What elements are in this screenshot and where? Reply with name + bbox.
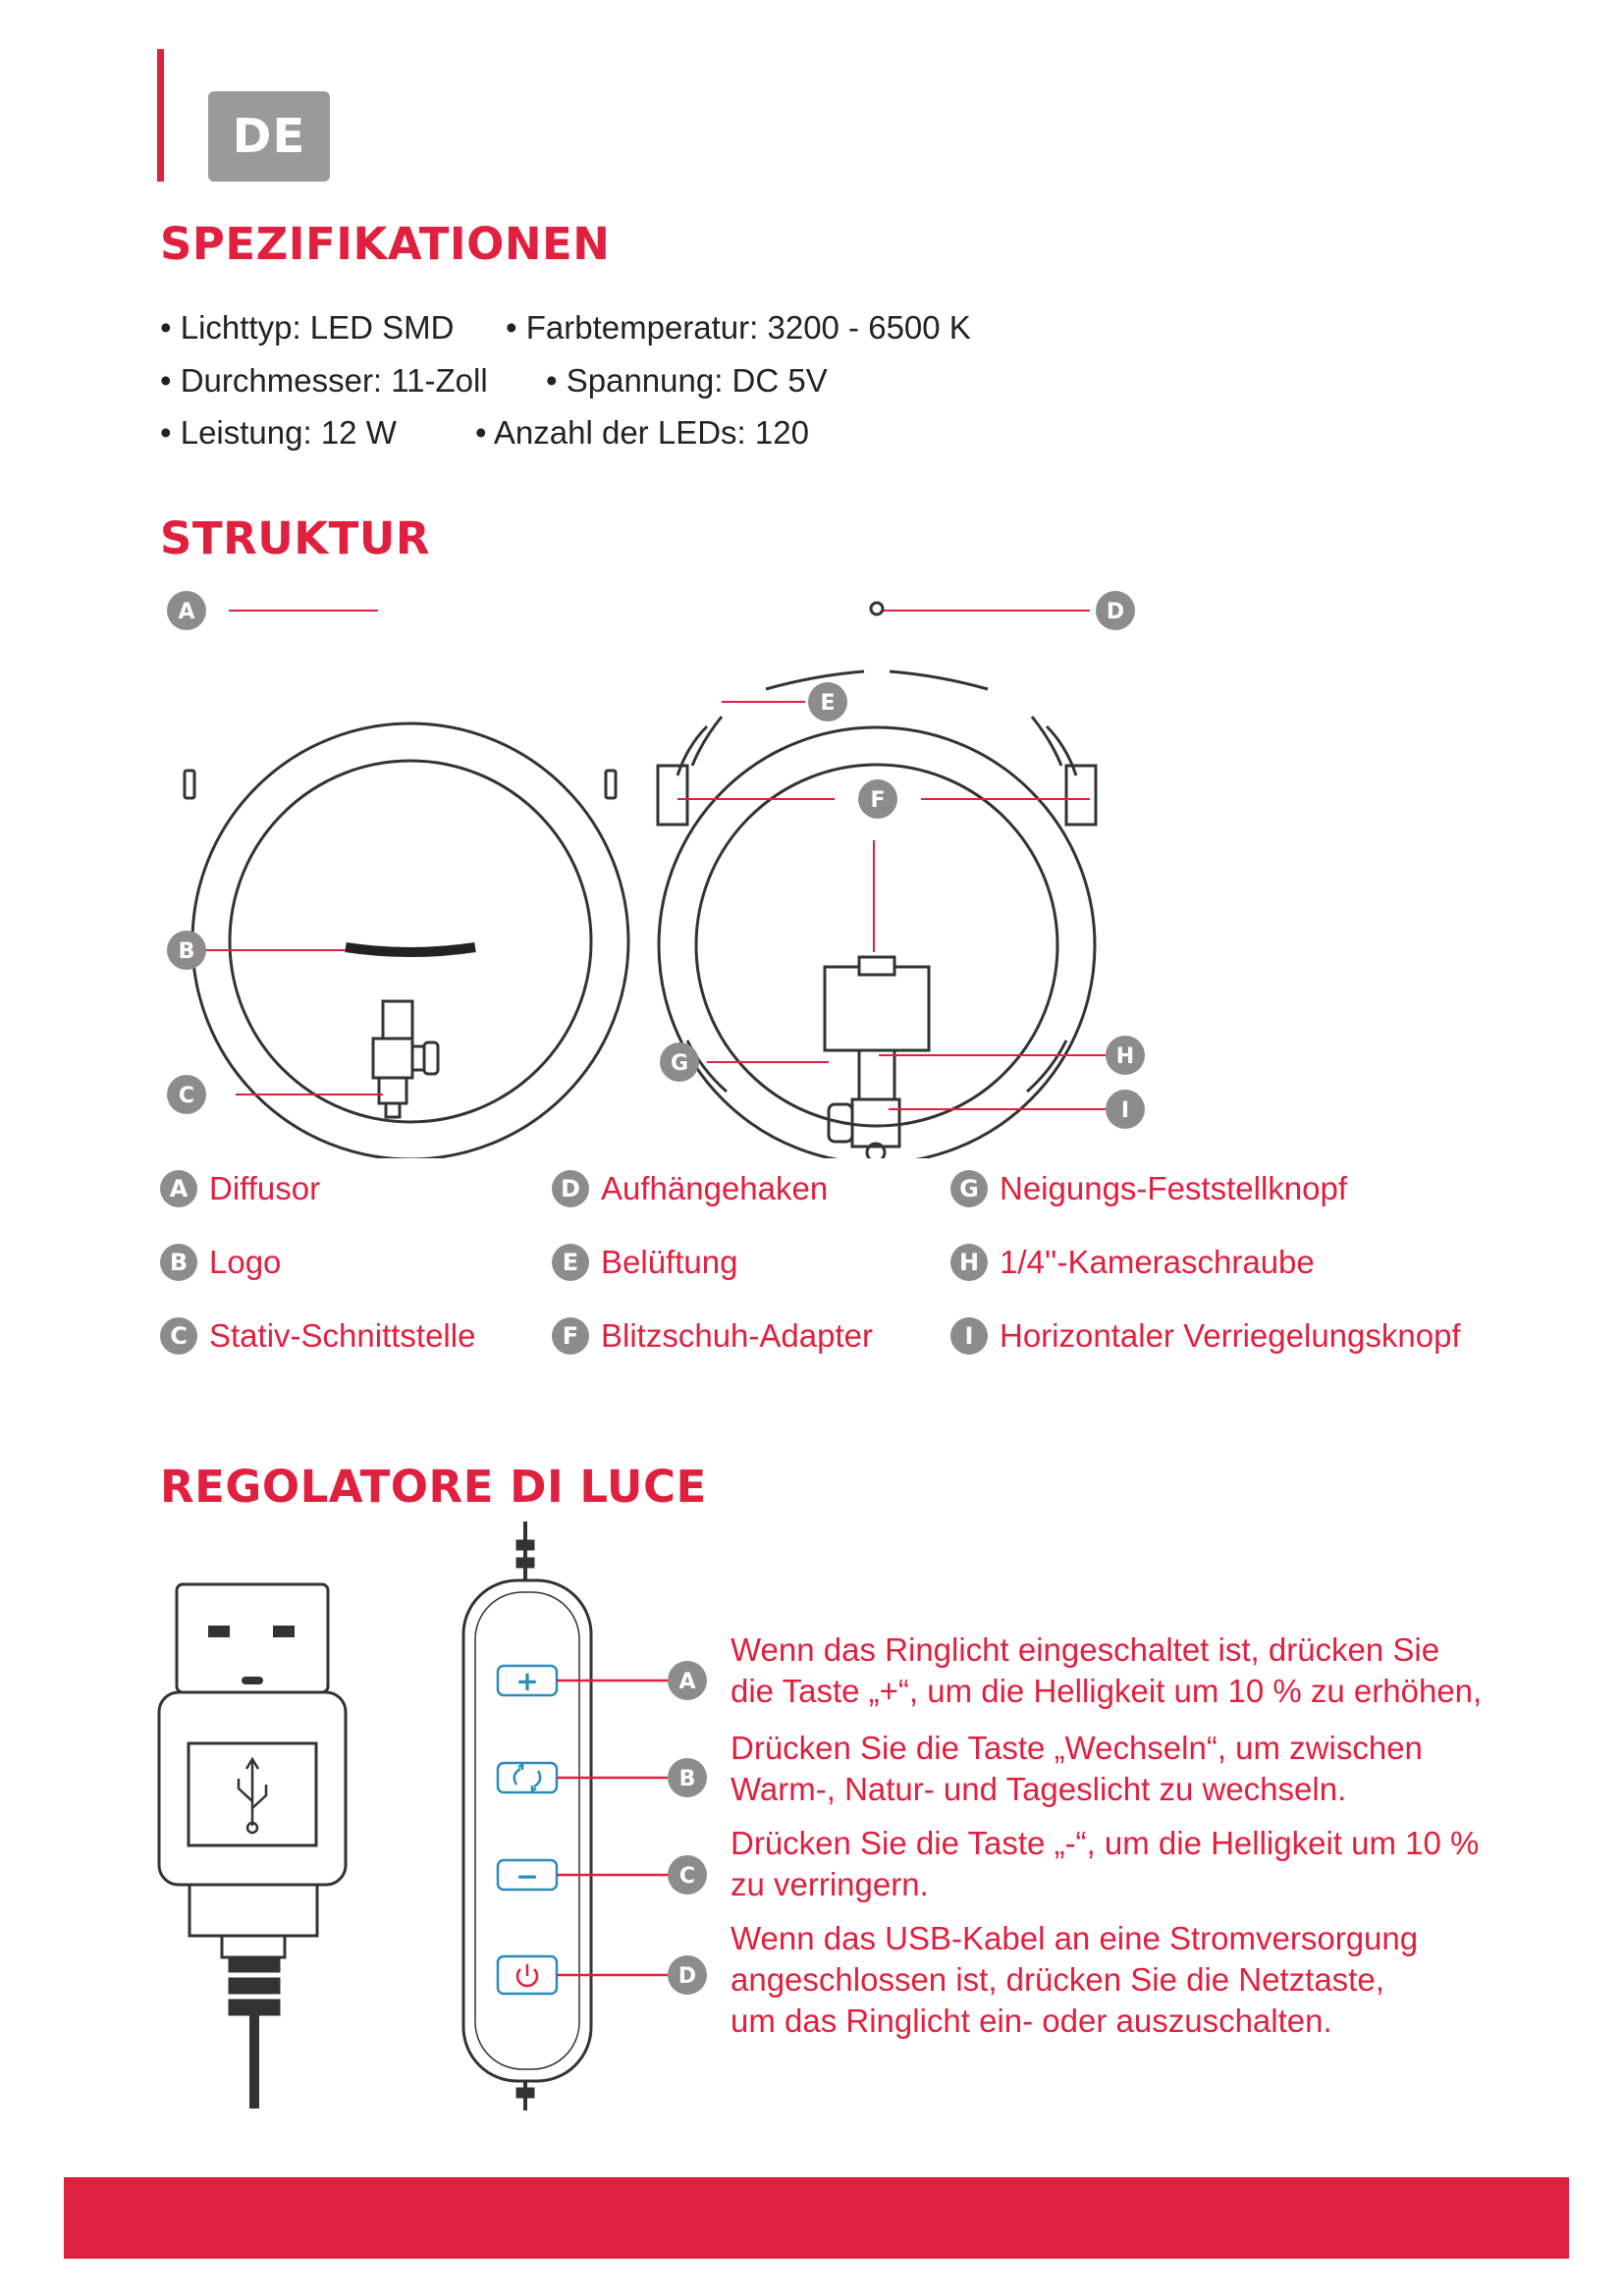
callout-c xyxy=(167,1075,206,1114)
structure-diagram xyxy=(0,569,1624,1158)
usb-symbol-icon xyxy=(239,1759,266,1833)
legend-item-ventilation xyxy=(552,1244,737,1281)
legend-item-horizontal-lock-knob xyxy=(950,1317,1461,1355)
legend-badge: B xyxy=(160,1244,197,1281)
footer-bar xyxy=(64,2177,1569,2259)
spec-voltage: • Spannung: DC 5V xyxy=(546,362,828,399)
specs-title: SPEZIFIKATIONEN xyxy=(160,218,611,270)
spec-color-temperature: • Farbtemperatur: 3200 - 6500 K xyxy=(506,309,971,346)
plus-icon: + xyxy=(515,1665,539,1697)
controller-callout-c xyxy=(668,1855,707,1895)
inline-controller xyxy=(463,1522,591,2110)
legend-item-tilt-lock-knob xyxy=(950,1170,1347,1207)
callout-h-label: H xyxy=(1115,1044,1135,1069)
callout-b xyxy=(167,931,206,970)
desc-line: Warm-, Natur- und Tageslicht zu wechseln. xyxy=(731,1771,1347,1807)
ring-front-view xyxy=(185,723,628,1158)
ring-back-view xyxy=(658,603,1096,1158)
desc-line: um das Ringlicht ein- oder auszuschalten. xyxy=(731,2002,1332,2039)
callout-a xyxy=(167,591,206,630)
controller-callout-a-label: A xyxy=(678,1670,696,1694)
callout-i-label: I xyxy=(1120,1098,1130,1123)
language-badge: DE xyxy=(208,91,330,182)
callout-e-label: E xyxy=(820,691,836,716)
controller-title: REGOLATORE DI LUCE xyxy=(160,1461,707,1513)
callout-a-label: A xyxy=(178,600,195,624)
structure-title: STRUKTUR xyxy=(160,512,431,564)
legend-badge: I xyxy=(950,1317,988,1355)
legend-label: Logo xyxy=(209,1244,282,1280)
desc-line: angeschlossen ist, drücken Sie die Netztaste, xyxy=(731,1961,1384,1998)
legend-label: Horizontaler Verriegelungsknopf xyxy=(1000,1317,1461,1354)
callout-b-label: B xyxy=(178,939,195,964)
desc-line: Wenn das Ringlicht eingeschaltet ist, drücken Sie xyxy=(731,1631,1440,1668)
callout-d-label: D xyxy=(1106,600,1125,624)
legend-badge: H xyxy=(950,1244,988,1281)
legend-item-camera-screw xyxy=(950,1244,1315,1281)
callout-f xyxy=(858,779,897,819)
controller-callout-b xyxy=(668,1758,707,1797)
legend-item-tripod-interface xyxy=(160,1317,475,1355)
controller-switch-button xyxy=(498,1763,557,1792)
controller-callout-b-label: B xyxy=(678,1767,696,1791)
controller-diagram xyxy=(0,1522,746,2130)
spec-led-count: • Anzahl der LEDs: 120 xyxy=(475,414,809,451)
usb-plug xyxy=(159,1584,346,2109)
language-accent-bar xyxy=(157,49,164,182)
callout-g-label: G xyxy=(670,1051,689,1076)
controller-desc-brightness-down xyxy=(731,1823,1479,1905)
legend-badge: C xyxy=(160,1317,197,1355)
callout-e xyxy=(808,682,847,721)
legend-badge: F xyxy=(552,1317,589,1355)
desc-line: die Taste „+“, um die Helligkeit um 10 % zu erhöhen, xyxy=(731,1673,1483,1709)
desc-line: Drücken Sie die Taste „-“, um die Helligkeit um 10 % xyxy=(731,1825,1480,1861)
controller-desc-brightness-up xyxy=(731,1629,1482,1712)
legend-label: Belüftung xyxy=(601,1244,738,1280)
legend-badge: G xyxy=(950,1170,988,1207)
legend-badge: D xyxy=(552,1170,589,1207)
controller-callout-a xyxy=(668,1661,707,1700)
legend-item-logo xyxy=(160,1244,281,1281)
legend-item-hot-shoe-adapter xyxy=(552,1317,873,1355)
controller-callout-d-label: D xyxy=(677,1964,697,1989)
desc-line: Wenn das USB-Kabel an eine Stromversorgung xyxy=(731,1920,1419,1956)
legend-label: Diffusor xyxy=(209,1170,321,1206)
desc-line: zu verringern. xyxy=(731,1866,929,1902)
callout-h xyxy=(1106,1036,1145,1075)
desc-line: Drücken Sie die Taste „Wechseln“, um zwischen xyxy=(731,1730,1423,1766)
callout-i xyxy=(1106,1090,1145,1129)
legend-item-hanging-hook xyxy=(552,1170,828,1207)
controller-desc-switch xyxy=(731,1728,1423,1810)
spec-power: • Leistung: 12 W xyxy=(160,414,397,451)
callout-d xyxy=(1096,591,1135,630)
legend-badge: A xyxy=(160,1170,197,1207)
legend-label: Neigungs-Feststellknopf xyxy=(1000,1170,1348,1206)
minus-icon: − xyxy=(515,1860,539,1893)
callout-g xyxy=(660,1042,699,1082)
legend-badge: E xyxy=(552,1244,589,1281)
callout-c-label: C xyxy=(178,1084,195,1108)
legend-label: 1/4''-Kameraschraube xyxy=(1000,1244,1315,1280)
spec-light-type: • Lichttyp: LED SMD xyxy=(160,309,455,346)
callout-f-label: F xyxy=(870,788,886,813)
legend-label: Blitzschuh-Adapter xyxy=(601,1317,873,1354)
legend-label: Stativ-Schnittstelle xyxy=(209,1317,476,1354)
spec-diameter: • Durchmesser: 11-Zoll xyxy=(160,362,488,399)
controller-desc-power xyxy=(731,1918,1418,2042)
legend-item-diffusor xyxy=(160,1170,320,1207)
controller-callout-c-label: C xyxy=(678,1864,696,1889)
controller-callout-d xyxy=(668,1955,707,1995)
legend-label: Aufhängehaken xyxy=(601,1170,829,1206)
